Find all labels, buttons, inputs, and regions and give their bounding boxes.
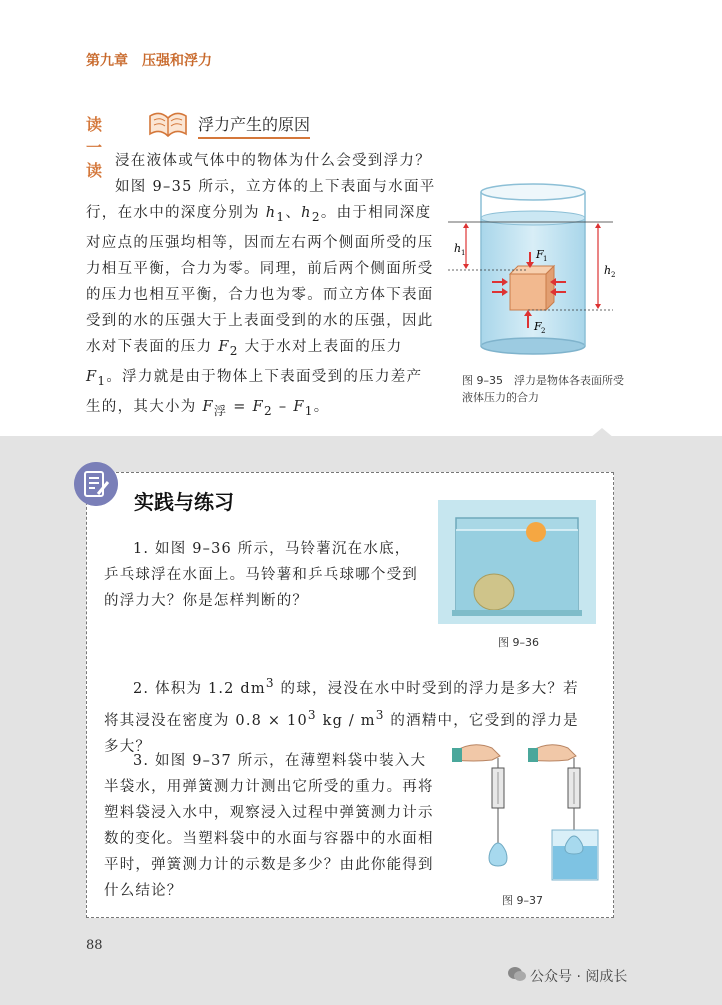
- svg-text:1: 1: [543, 255, 548, 263]
- svg-text:2: 2: [541, 327, 546, 335]
- figure-9-37-caption: 图 9–37: [502, 894, 543, 907]
- paragraph-1: 浸在液体或气体中的物体为什么会受到浮力？: [115, 153, 431, 169]
- watermark: 公众号 · 阅成长: [530, 969, 628, 985]
- svg-text:F: F: [536, 248, 544, 261]
- notepad-pencil-icon: [74, 462, 118, 506]
- paragraph-2: 如图 9–35 所示，立方体的上下表面与水面平行，在水中的深度分别为 $h_1$、$h_2$。由于相同深度对应点的压强均相等，因而左右两个侧面所受的压力相互平衡，合力为零。同理，前后两个侧面所受的压力也相互平衡，合力也为零。而立方体下表面受到的水的压强大于上表面受到的水的压强，因此水对下表面的压力 $F_2$ 大于水对上表面的压力 $F_1$。浮力就是由于物体上下表面受到的压力差产生的，其大小为 $F_浮 = F_2 - F_1$。: [86, 179, 436, 418]
- svg-text:h: h: [604, 264, 612, 277]
- svg-text:h: h: [454, 242, 462, 255]
- figure-9-37-spring-scale: [452, 738, 602, 888]
- chapter-header: 第九章 压强和浮力: [86, 53, 212, 69]
- wechat-icon: [508, 966, 526, 982]
- band-notch: [590, 428, 614, 438]
- figure-9-35-cube-in-water: [448, 178, 638, 368]
- figure-9-35-caption: 图 9–35 浮力是物体各表面所受液体压力的合力: [462, 374, 624, 404]
- read-section-title: 浮力产生的原因: [198, 112, 310, 139]
- question-1: 1. 如图 9–36 所示，马铃薯沉在水底，乒乓球浮在水面上。马铃薯和乒乓球哪个受到的浮力大？你是怎样判断的？: [104, 541, 418, 609]
- question-2: 2. 体积为 1.2 $dm^3$ 的球，浸没在水中时受到的浮力是多大？若将其浸没在密度为 $0.8 \times 10^3$ kg / $m^3$ 的酒精中，它受到的浮力是多大？: [104, 676, 579, 755]
- practice-title: 实践与练习: [134, 490, 234, 514]
- open-book-icon: [146, 106, 190, 138]
- svg-text:F: F: [534, 320, 542, 333]
- figure-9-36-caption: 图 9–36: [498, 636, 539, 649]
- svg-text:1: 1: [461, 249, 466, 257]
- figure-9-36-potato-and-ball: [438, 500, 596, 624]
- read-section-body: [86, 148, 438, 424]
- page-number: 88: [86, 938, 103, 953]
- question-3: 3. 如图 9–37 所示，在薄塑料袋中装入大半袋水，用弹簧测力计测出它所受的重力。再将塑料袋浸入水中，观察浸入过程中弹簧测力计示数的变化。当塑料袋中的水面与容器中的水面相平时，弹簧测力计的示数是多少？由此你能得到什么结论？: [104, 753, 434, 899]
- svg-text:2: 2: [611, 271, 616, 279]
- read-label: 读一读: [86, 115, 103, 180]
